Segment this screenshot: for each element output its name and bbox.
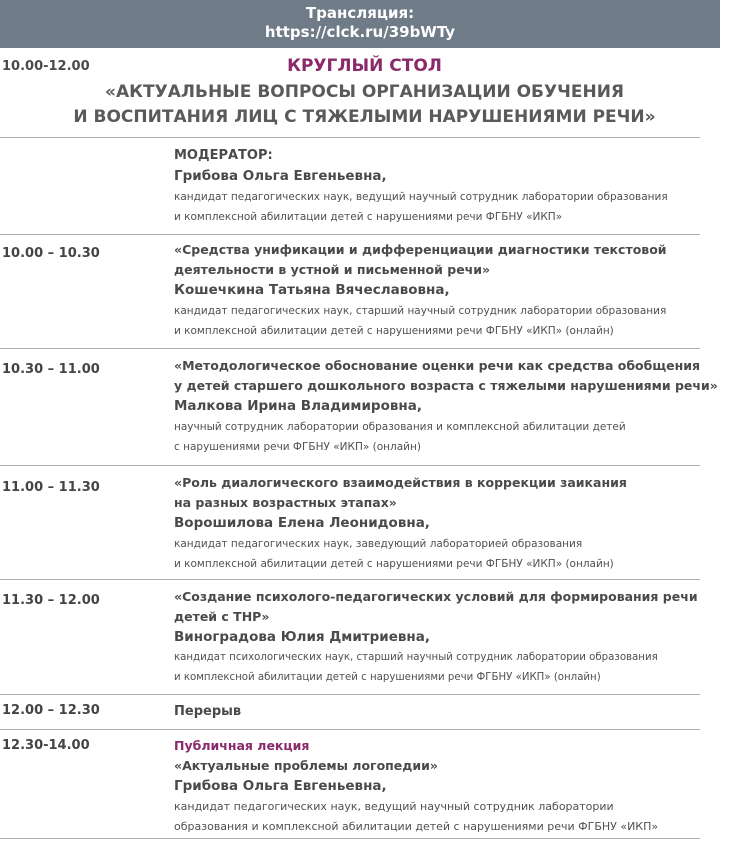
speaker-affiliation: научный сотрудник лаборатории образования и комплексной абилитации детей (174, 421, 626, 433)
talk-title: «Методологическое обоснование оценки речи как средства обобщения (174, 358, 701, 373)
divider (0, 465, 700, 466)
broadcast-link[interactable]: https://clck.ru/39bWTy (264, 23, 456, 41)
session-time: 10.30 – 11.00 (2, 362, 100, 377)
lecture-title: «Актуальные проблемы логопедии» (174, 758, 438, 773)
divider (0, 234, 700, 235)
roundtable-title-line: «АКТУАЛЬНЫЕ ВОПРОСЫ ОРГАНИЗАЦИИ ОБУЧЕНИЯ (104, 82, 625, 102)
speaker-name: Грибова Ольга Евгеньевна, (174, 778, 387, 794)
session-time: 11.00 – 11.30 (2, 480, 100, 495)
speaker-affiliation: и комплексной абилитации детей с нарушениями речи ФГБНУ «ИКП» (онлайн) (174, 325, 614, 337)
speaker-affiliation: кандидат педагогических наук, старший научный сотрудник лаборатории образования (174, 305, 667, 317)
talk-title: деятельности в устной и письменной речи» (174, 262, 491, 277)
roundtable-time: 10.00-12.00 (2, 59, 90, 74)
session-time: 11.30 – 12.00 (2, 593, 100, 608)
speaker-name: Малкова Ирина Владимировна, (174, 398, 422, 414)
talk-title: «Роль диалогического взаимодействия в коррекции заикания (174, 475, 627, 490)
talk-block (174, 473, 729, 574)
break-label: Перерыв (174, 704, 242, 719)
session-time: 10.00 – 10.30 (2, 246, 100, 261)
speaker-affiliation: и комплексной абилитации детей с нарушениями речи ФГБНУ «ИКП» (174, 211, 563, 223)
divider (0, 137, 700, 138)
talk-title: «Создание психолого-педагогических условий для формирования речи (174, 589, 698, 604)
speaker-affiliation: и комплексной абилитации детей с нарушениями речи ФГБНУ «ИКП» (онлайн) (174, 558, 614, 570)
speaker-name: Грибова Ольга Евгеньевна, (174, 168, 387, 184)
broadcast-banner (0, 0, 720, 48)
speaker-affiliation: кандидат педагогических наук, ведущий научный сотрудник лаборатории (174, 800, 614, 813)
speaker-affiliation: кандидат педагогических наук, заведующий лабораторией образования (174, 538, 583, 550)
talk-title: детей с ТНР» (174, 609, 270, 624)
talk-block (174, 240, 729, 341)
talk-block (174, 356, 729, 457)
roundtable-title-line: И ВОСПИТАНИЯ ЛИЦ С ТЯЖЕЛЫМИ НАРУШЕНИЯМИ РЕЧИ» (73, 107, 656, 127)
roundtable-title (0, 80, 729, 130)
broadcast-label: Трансляция: (305, 4, 415, 22)
moderator-block (174, 146, 729, 227)
divider (0, 729, 700, 730)
lecture-label: Публичная лекция (174, 738, 310, 753)
divider (0, 694, 700, 695)
speaker-affiliation: кандидат педагогических наук, ведущий научный сотрудник лаборатории образования (174, 191, 668, 203)
talk-title: у детей старшего дошкольного возраста с тяжелыми нарушениями речи» (174, 378, 718, 393)
divider (0, 838, 700, 839)
speaker-affiliation: кандидат психологических наук, старший научный сотрудник лаборатории образования (174, 652, 658, 663)
speaker-name: Кошечкина Татьяна Вячеславовна, (174, 282, 450, 298)
moderator-heading: МОДЕРАТОР: (174, 148, 273, 163)
speaker-affiliation: и комплексной абилитации детей с нарушениями речи ФГБНУ «ИКП» (онлайн) (174, 672, 601, 683)
talk-title: «Средства унификации и дифференциации диагностики текстовой (174, 242, 667, 257)
speaker-name: Ворошилова Елена Леонидовна, (174, 515, 430, 531)
speaker-name: Виноградова Юлия Дмитриевна, (174, 629, 430, 645)
roundtable-label: КРУГЛЫЙ СТОЛ (287, 56, 442, 76)
session-time: 12.00 – 12.30 (2, 703, 100, 718)
divider (0, 579, 700, 580)
talk-title: на разных возрастных этапах» (174, 495, 397, 510)
speaker-affiliation: с нарушениями речи ФГБНУ «ИКП» (онлайн) (174, 441, 421, 453)
break-block (174, 702, 729, 722)
lecture-block (174, 736, 729, 837)
divider (0, 348, 700, 349)
talk-block (174, 587, 729, 688)
speaker-affiliation: образования и комплексной абилитации детей с нарушениями речи ФГБНУ «ИКП» (174, 820, 659, 833)
session-time: 12.30-14.00 (2, 738, 90, 753)
